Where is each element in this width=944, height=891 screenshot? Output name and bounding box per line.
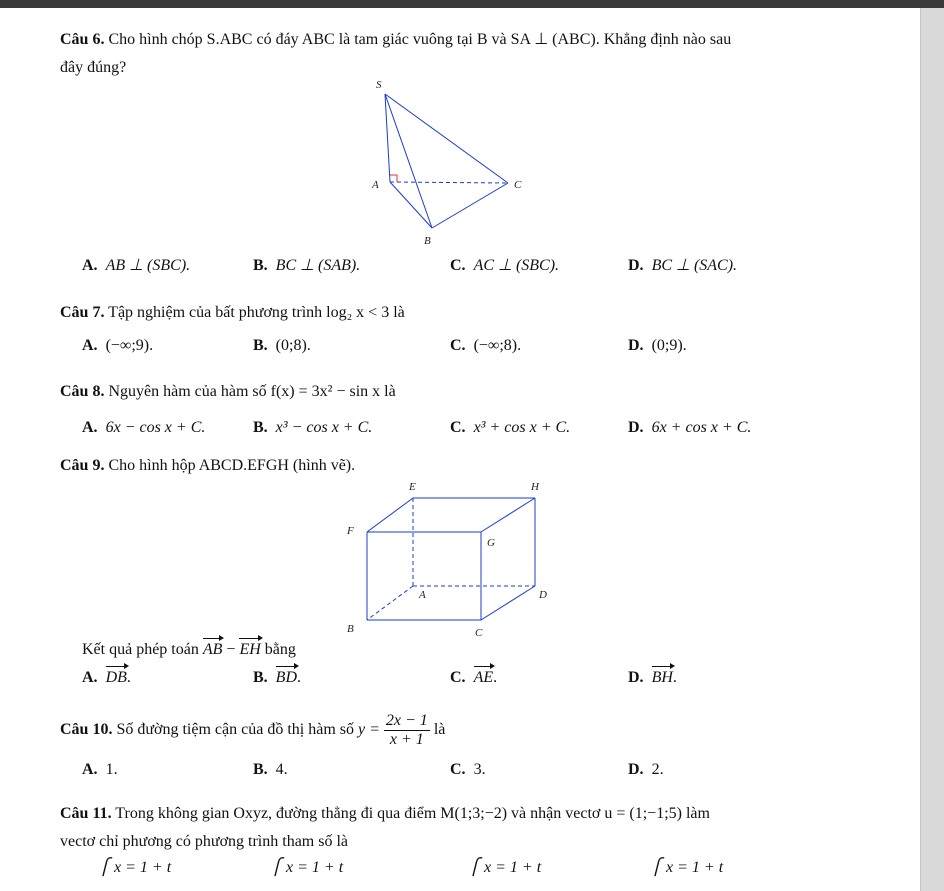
option-vector: DB [105,669,127,686]
option-label: A. [82,669,98,686]
option-text: x³ − cos x + C. [275,419,373,436]
point-F: F [347,525,354,537]
scrollbar-gutter[interactable] [920,8,944,891]
q6-option-a[interactable] [82,256,190,276]
q7-text: Tập nghiệm của bất phương trình log₂ x < 3 là [108,304,405,321]
q10-option-a[interactable] [82,760,118,780]
option-text: 1. [105,761,118,778]
point-C: C [514,179,522,191]
option-text: (−∞;8). [473,337,522,354]
option-text: BC ⊥ (SAC). [651,257,738,274]
option-text: AC ⊥ (SBC). [473,257,560,274]
point-G: G [487,537,495,549]
option-label: A. [82,257,98,274]
option-end: . [297,669,301,686]
option-text: 6x + cos x + C. [651,419,752,436]
q9-option-a[interactable] [82,668,131,688]
fraction [384,712,430,749]
q11-option-b-partial[interactable]: ⎧ x = 1 + t [270,859,344,876]
point-B: B [347,623,354,635]
q9-text: Cho hình hộp ABCD.EFGH (hình vẽ). [108,457,356,474]
q6-text-line-2: đây đúng? [60,59,127,76]
option-label: D. [628,761,644,778]
option-label: B. [253,337,268,354]
option-text: 4. [275,761,288,778]
q10-option-b[interactable] [253,760,288,780]
option-label: B. [253,761,268,778]
q11-option-d-partial[interactable]: ⎧ x = 1 + t [650,859,724,876]
point-S: S [376,79,382,91]
option-vector: AE [473,669,494,686]
point-H: H [531,481,539,493]
q10-line [60,712,445,749]
q11-text-line-1: Trong không gian Oxyz, đường thẳng đi qua điểm M(1;3;−2) và nhận vectơ u = (1;−1;5) làm [115,805,710,822]
option-end: . [126,669,131,686]
option-vector: BD [275,669,297,686]
q8-label: Câu 8. [60,383,105,400]
q9-line [60,456,355,476]
option-label: D. [628,669,644,686]
option-label: D. [628,337,644,354]
q10-text-after: là [433,721,446,739]
q8-line [60,382,396,402]
q9-option-b[interactable] [253,668,301,688]
option-label: C. [450,337,466,354]
document-page [0,8,920,891]
option-end: . [493,669,498,686]
q11-line-1 [60,804,710,824]
q9-result-prefix: Kết quả phép toán [82,641,199,658]
q7-line [60,303,405,323]
option-label: A. [82,419,98,436]
q6-option-c[interactable] [450,256,559,276]
pyramid-figure [360,76,530,256]
q10-option-c[interactable] [450,760,486,780]
q8-text: Nguyên hàm của hàm số f(x) = 3x² − sin x là [108,383,396,400]
q11-option-a-partial[interactable]: ⎧ x = 1 + t [98,859,172,876]
option-label: C. [450,761,466,778]
point-D: D [539,589,547,601]
fn-lhs: y = [358,721,380,739]
minus-sign: − [226,641,236,658]
fraction-numerator: 2x − 1 [385,712,428,729]
option-text: x³ + cos x + C. [473,419,571,436]
point-A: A [419,589,426,601]
option-text: (0;9). [651,337,687,354]
q9-option-d[interactable] [628,668,677,688]
point-C: C [475,627,483,638]
vector-ab: AB [202,641,223,658]
q8-option-c[interactable] [450,418,570,438]
q9-result-suffix: bằng [264,641,296,658]
option-label: D. [628,419,644,436]
option-label: C. [450,669,466,686]
option-label: C. [450,419,466,436]
q11-text-line-2: vectơ chỉ phương có phương trình tham số là [60,833,349,850]
option-label: B. [253,419,268,436]
q9-option-c[interactable] [450,668,497,688]
option-text: BC ⊥ (SAB). [275,257,361,274]
q7-option-a[interactable] [82,336,153,356]
option-text: 3. [473,761,486,778]
q8-option-d[interactable] [628,418,751,438]
option-label: C. [450,257,466,274]
q11-label: Câu 11. [60,805,112,822]
q11-option-c-partial[interactable]: ⎧ x = 1 + t [468,859,542,876]
q8-option-a[interactable] [82,418,205,438]
point-E: E [409,481,416,493]
q10-option-d[interactable] [628,760,664,780]
q10-text-before: Số đường tiệm cận của đồ thị hàm số [116,721,354,739]
vector-eh: EH [239,641,261,658]
q8-option-b[interactable] [253,418,372,438]
option-text: (−∞;9). [105,337,154,354]
q7-option-d[interactable] [628,336,687,356]
q7-label: Câu 7. [60,304,105,321]
box-figure [335,474,565,638]
q6-label: Câu 6. [60,31,105,48]
q6-line-1 [60,30,731,50]
option-text: 2. [651,761,664,778]
top-bar [0,0,944,8]
fraction-denominator: x + 1 [389,731,424,748]
q10-label: Câu 10. [60,721,113,739]
q9-result-line [82,640,296,660]
point-A: A [372,179,379,191]
option-text: AB ⊥ (SBC). [105,257,191,274]
option-label: A. [82,761,98,778]
option-text: 6x − cos x + C. [105,419,206,436]
q9-label: Câu 9. [60,457,105,474]
q6-text-line-1: Cho hình chóp S.ABC có đáy ABC là tam giác vuông tại B và SA ⊥ (ABC). Khẳng định nào sau [108,31,732,48]
option-vector: BH [651,669,673,686]
option-label: B. [253,669,268,686]
q7-option-c[interactable] [450,336,521,356]
option-text: (0;8). [275,337,311,354]
option-end: . [672,669,677,686]
q7-option-b[interactable] [253,336,311,356]
q6-option-d[interactable] [628,256,737,276]
point-B: B [424,235,431,247]
option-label: B. [253,257,268,274]
q6-option-b[interactable] [253,256,360,276]
option-label: A. [82,337,98,354]
option-label: D. [628,257,644,274]
